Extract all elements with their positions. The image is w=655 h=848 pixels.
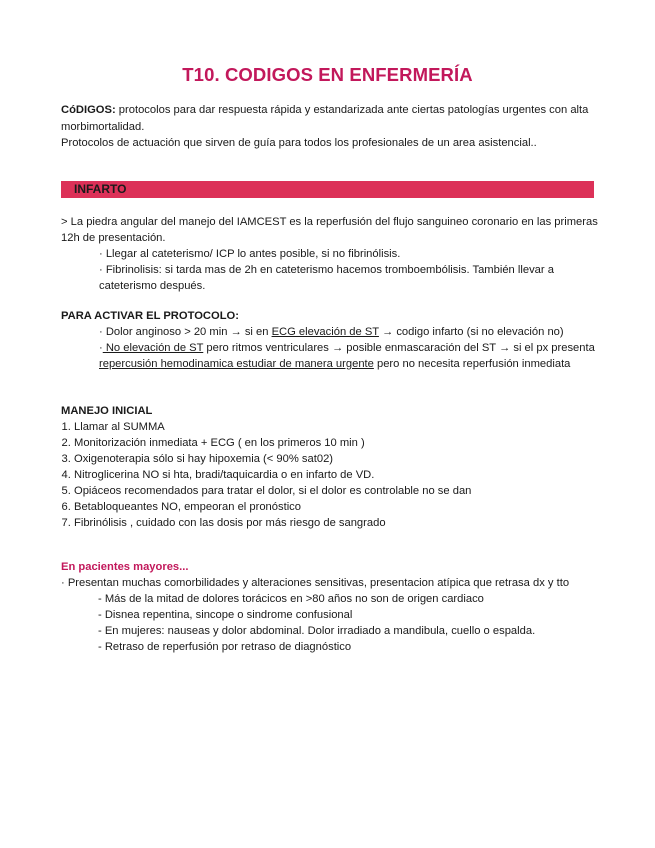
section-banner-label: INFARTO (74, 182, 127, 196)
protocol-text: → codigo infarto (si no elevación no) (378, 326, 564, 338)
protocol-heading: PARA ACTIVAR EL PROTOCOLO: (61, 310, 239, 322)
manejo-step: 5. Opiáceos recomendados para tratar el dolor, si el dolor es controlable no se dan (74, 483, 601, 499)
protocol-underlined: repercusión hemodinamica estudiar de manera urgente (99, 358, 374, 370)
manejo-step: 2. Monitorización inmediata + ECG ( en los primeros 10 min ) (74, 435, 601, 451)
intro-line-1 (61, 102, 601, 135)
protocol-item-2 (61, 340, 601, 372)
infarto-lead: > La piedra angular del manejo del IAMCEST es la reperfusión del flujo sanguineo coronario en las primeras 12h de presentación. (61, 216, 598, 244)
protocol-text: · (99, 342, 103, 354)
mayores-lead: · Presentan muchas comorbilidades y alteraciones sensitivas, presentacion atípica que retrasa dx y tto (61, 577, 570, 589)
mayores-section (61, 559, 601, 655)
mayores-heading: En pacientes mayores... (61, 561, 189, 573)
page-title: T10. CODIGOS EN ENFERMERÍA (182, 64, 473, 85)
codigos-definition: protocolos para dar respuesta rápida y estandarizada ante ciertas patologías urgentes con alta morbimortalidad. (61, 104, 589, 133)
manejo-step: 7. Fibrinólisis , cuidado con las dosis por más riesgo de sangrado (74, 515, 601, 531)
infarto-item: · Llegar al cateterismo/ ICP lo antes posible, si no fibrinólisis. (99, 248, 401, 260)
protocol-text: · Dolor anginoso > 20 min → si en (99, 326, 272, 338)
intro-line-2: Protocolos de actuación que sirven de guía para todos los profesionales de un area asistencial.. (61, 137, 537, 149)
protocol-text: pero ritmos ventriculares → posible enmascaración del ST → si el px presenta (203, 342, 595, 354)
protocol-section (61, 308, 601, 372)
protocol-item-1 (61, 324, 601, 340)
protocol-text: pero no necesita reperfusión inmediata (373, 358, 571, 370)
manejo-steps-list (61, 419, 601, 531)
manejo-heading: MANEJO INICIAL (61, 405, 153, 417)
manejo-step: 6. Betabloqueantes NO, empeoran el pronóstico (74, 499, 601, 515)
protocol-underlined: No elevación de ST (102, 342, 204, 354)
manejo-step: 3. Oxigenoterapia sólo si hay hipoxemia (< 90% sat02) (74, 451, 601, 467)
mayores-item: - Retraso de reperfusión por retraso de diagnóstico (98, 641, 352, 653)
infarto-item: · Fibrinolisis: si tarda mas de 2h en cateterismo hacemos tromboembólisis. También llevar a cateterismo después. (99, 264, 554, 292)
mayores-item: - Disnea repentina, sincope o sindrome confusional (98, 609, 353, 621)
codigos-label: CóDIGOS: (61, 104, 116, 116)
manejo-section (61, 403, 601, 531)
mayores-item: - Más de la mitad de dolores torácicos en >80 años no son de origen cardiaco (98, 593, 484, 605)
manejo-step: 4. Nitroglicerina NO si hta, bradi/taquicardia o en infarto de VD. (74, 467, 601, 483)
mayores-item: - En mujeres: nauseas y dolor abdominal. Dolor irradiado a mandibula, cuello o espalda. (98, 625, 536, 637)
section-banner-infarto (61, 181, 594, 198)
infarto-section (61, 214, 601, 294)
manejo-step: 1. Llamar al SUMMA (74, 419, 601, 435)
intro-paragraph (61, 102, 601, 152)
protocol-underlined: ECG elevación de ST (271, 326, 379, 338)
